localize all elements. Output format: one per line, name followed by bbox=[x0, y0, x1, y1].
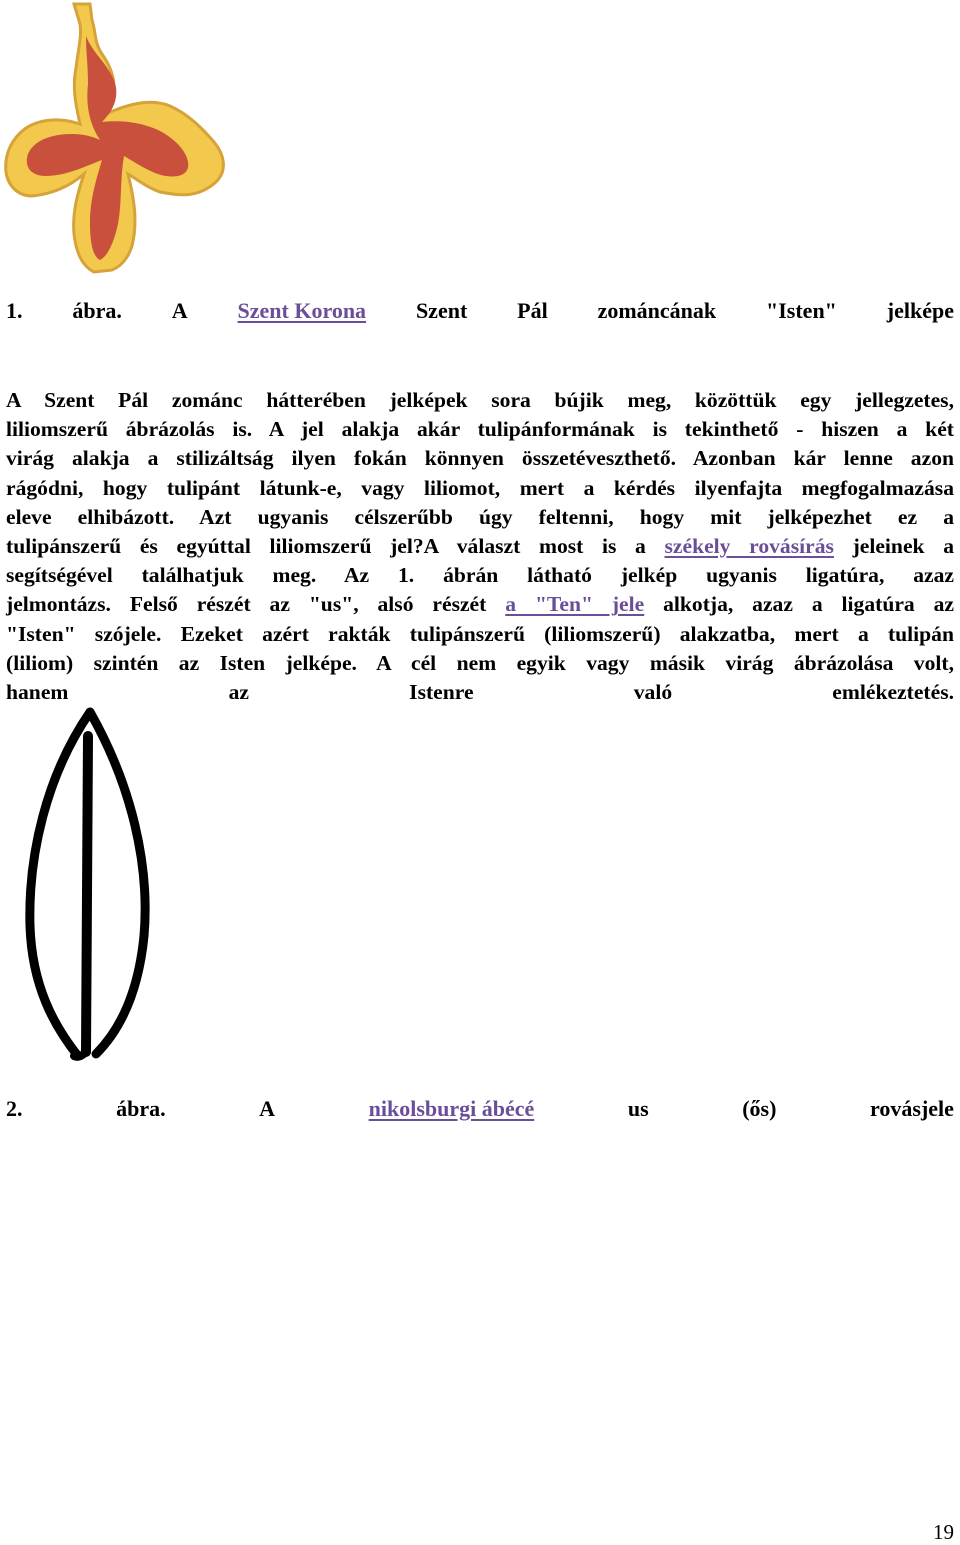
paragraph-line-with-link bbox=[6, 532, 954, 561]
holy-crown-lily-figure bbox=[2, 2, 234, 274]
caption-word: jelképe bbox=[886, 298, 954, 323]
caption-word: ábra. bbox=[116, 1096, 166, 1121]
line-text: alkotja, azaz a ligatúra az bbox=[644, 592, 954, 617]
caption-word: Szent bbox=[415, 298, 468, 323]
paragraph-line: liliomszerű ábrázolás is. A jel alakja akár tulipánformának is tekinthető - hiszen a két bbox=[6, 417, 954, 442]
caption-word: us bbox=[627, 1096, 649, 1121]
line-text: jeleinek a bbox=[833, 534, 954, 559]
caption-word: 2. bbox=[6, 1096, 23, 1121]
caption-word: A bbox=[259, 1096, 276, 1121]
caption-word: 1. bbox=[6, 298, 23, 323]
lily-emblem-image bbox=[2, 2, 234, 274]
caption-word: "Isten" bbox=[766, 298, 837, 323]
figure1-caption bbox=[6, 298, 954, 324]
szent-korona-link[interactable]: Szent Korona bbox=[237, 298, 367, 323]
caption-word: Pál bbox=[517, 298, 548, 323]
page-number: 19 bbox=[933, 1520, 954, 1544]
caption-word: rovásjele bbox=[870, 1096, 954, 1121]
body-paragraph bbox=[6, 386, 954, 707]
paragraph-line: "Isten" szójele. Ezeket azért rakták tulipánszerű (liliomszerű) alakzatba, mert a tulipán bbox=[6, 621, 954, 646]
paragraph-line-with-link bbox=[6, 590, 954, 619]
paragraph-line: virág alakja a stilizáltság ilyen fokán könnyen összetéveszthető. Azonban kár lenne azon bbox=[6, 446, 954, 471]
ten-jele-link[interactable]: a "Ten" jele bbox=[505, 592, 645, 617]
us-rune-image bbox=[20, 706, 160, 1062]
nikolsburgi-abece-link[interactable]: nikolsburgi ábécé bbox=[368, 1096, 535, 1121]
paragraph-line: hanem az Istenre való emlékeztetés. bbox=[6, 680, 954, 705]
paragraph-line: eleve elhibázott. Azt ugyanis célszerűbb úgy feltenni, hogy mit jelképezhet ez a bbox=[6, 504, 954, 529]
figure2-caption bbox=[6, 1096, 954, 1122]
paragraph-line: segítségével találhatjuk meg. Az 1. ábrán látható jelkép ugyanis ligatúra, azaz bbox=[6, 563, 954, 588]
rovas-us-sign-figure bbox=[20, 706, 160, 1062]
paragraph-line: A Szent Pál zománc hátterében jelképek sora bújik meg, közöttük egy jellegzetes, bbox=[6, 388, 954, 412]
line-text: tulipánszerű és egyúttal liliomszerű jel?A választ most is a bbox=[6, 534, 665, 559]
caption-word: (ős) bbox=[742, 1096, 777, 1121]
szekely-rovasiras-link[interactable]: székely rovásírás bbox=[664, 534, 834, 559]
lily-inner-shape bbox=[27, 36, 188, 260]
caption-word: zománcának bbox=[597, 298, 717, 323]
paragraph-line: rágódni, hogy tulipánt látunk-e, vagy liliomot, mert a kérdés ilyenfajta megfogalmazása bbox=[6, 475, 954, 500]
line-text: jelmontázs. Felső részét az "us", alsó részét bbox=[6, 592, 506, 617]
caption-word: ábra. bbox=[72, 298, 122, 323]
caption-word: A bbox=[171, 298, 188, 323]
paragraph-line: (liliom) szintén az Isten jelképe. A cél nem egyik vagy másik virág ábrázolása volt, bbox=[6, 650, 954, 675]
